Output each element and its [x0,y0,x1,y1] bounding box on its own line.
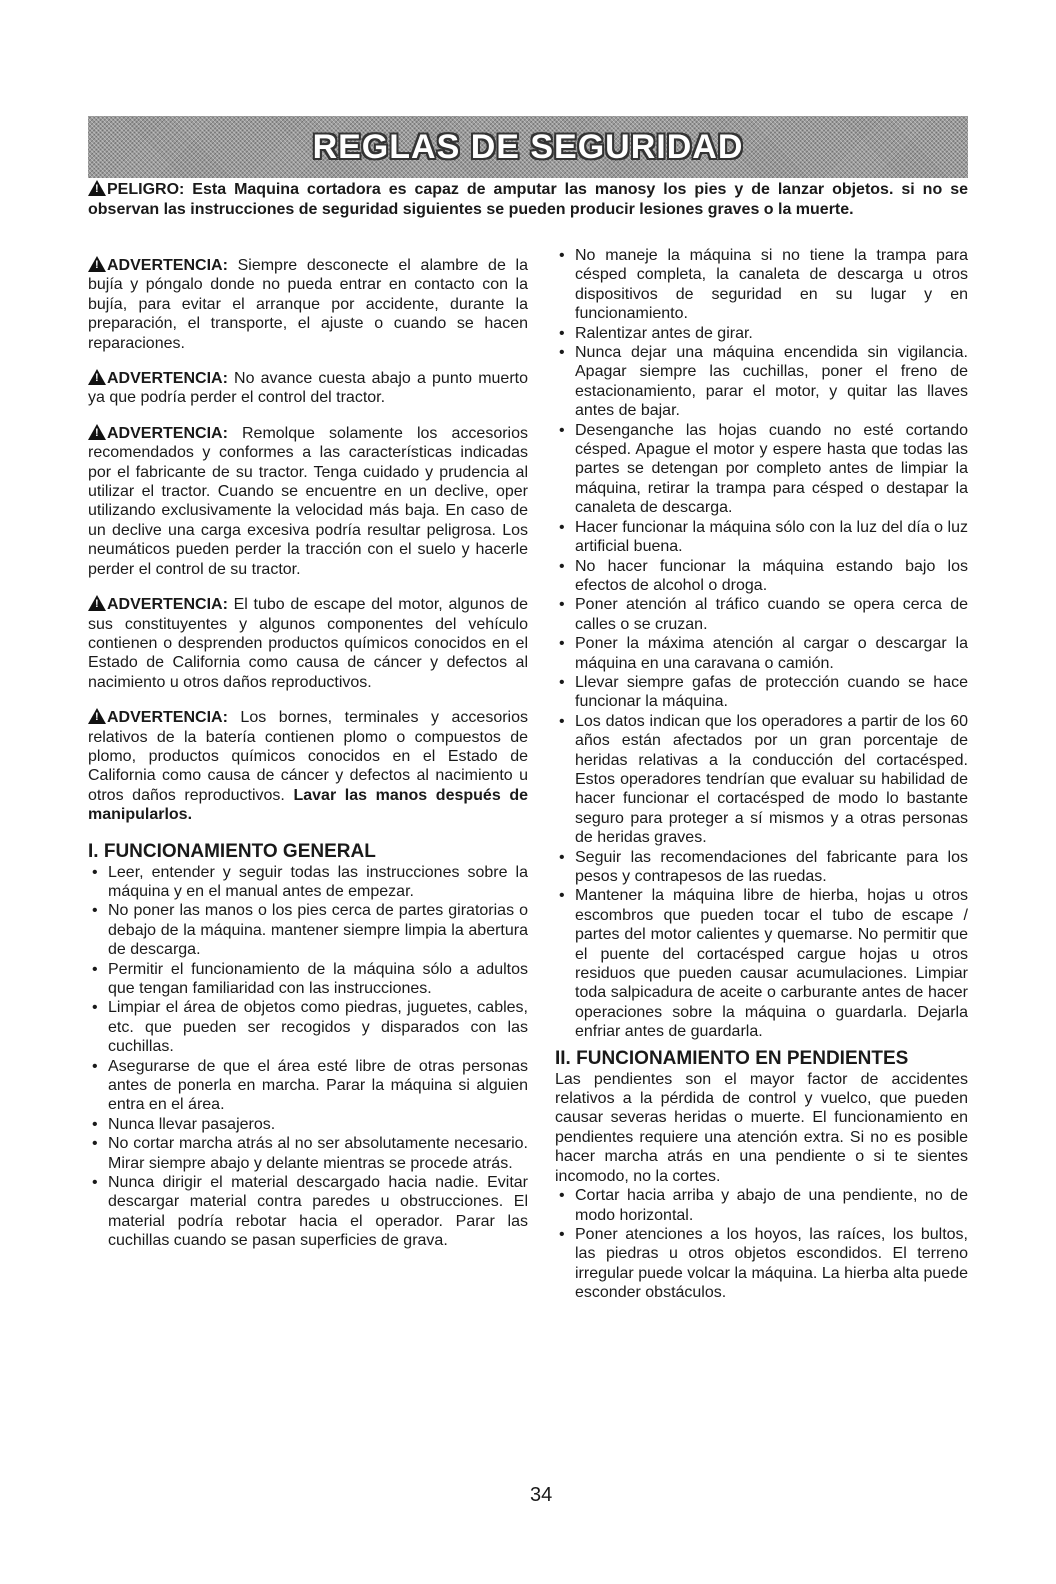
warning-paragraph [88,424,528,579]
warning-label: ADVERTENCIA: [107,257,228,274]
list-item: • Hacer funcionar la máquina sólo con la luz del día o luz artificial buena. [555,518,968,557]
warning-triangle-icon [88,708,106,724]
list-item: • Asegurarse de que el área esté libre de otras personas antes de ponerla en marcha. Parar la máquina si alguien entra en el área. [88,1057,528,1115]
page-number: 34 [530,1484,553,1506]
danger-label: PELIGRO: [107,181,185,198]
list-item: • Seguir las recomendaciones del fabricante para los pesos y contrapesos de las ruedas. [555,848,968,887]
warning-paragraph [88,708,528,824]
list-item: • Permitir el funcionamiento de la máquina sólo a adultos que tengan familiaridad con las instrucciones. [88,960,528,999]
list-item: • Leer, entender y seguir todas las instrucciones sobre la máquina y en el manual antes de empezar. [88,863,528,902]
warning-text: No avance cuesta abajo a punto muerto ya que podría perder el control del tractor. [88,370,528,407]
warning-text: Siempre desconecte el alambre de la bujía y póngalo donde no pueda entrar en contacto con la bujía, para evitar el arranque por accidente, durante la preparación, el transporte, el ajuste o cuando se hacen reparaciones. [88,257,528,352]
warning-text: El tubo de escape del motor, algunos de sus constituyentes y algunos componentes del vehículo contienen o desprenden productos químicos conocidos en el Estado de California como causa de cáncer y defectos al nacimiento u otros daños reproductivos. [88,596,528,691]
list-item: • Limpiar el área de objetos como piedras, juguetes, cables, etc. que pueden ser recogidos y disparados con las cuchillas. [88,998,528,1056]
list-item: • No poner las manos o los pies cerca de partes giratorias o debajo de la máquina. mantener siempre limpia la abertura de descarga. [88,901,528,959]
list-item: • Desenganche las hojas cuando no esté cortando césped. Apague el motor y espere hasta que todas las partes se detengan por completo antes de limpiar la máquina, retirar la trampa para césped o destapar la canaleta de descarga. [555,421,968,518]
warning-label: ADVERTENCIA: [107,596,228,614]
bullet-list [88,863,528,1251]
danger-text: Esta Maquina cortadora es capaz de amputar las manosy los pies y de lanzar objetos. si no se observan las instrucciones de seguridad siguientes se pueden producir lesiones graves o la muerte. [88,181,968,218]
warning-triangle-icon [88,256,106,272]
warning-bold-text: Lavar las manos después de manipularlos. [88,786,529,824]
section-heading: II. FUNCIONAMIENTO EN PENDIENTES [555,1047,909,1069]
right-column [555,246,968,1303]
page-title: REGLAS DE SEGURIDAD [312,127,744,166]
list-item: • Poner la máxima atención al cargar o descargar la máquina en una caravana o camión. [555,634,968,673]
list-item: • No hacer funcionar la máquina estando bajo los efectos de alcohol o droga. [555,557,968,596]
title-banner [88,116,968,178]
list-item: • Poner atención al tráfico cuando se opera cerca de calles o se cruzan. [555,595,968,634]
warning-label: ADVERTENCIA: [107,370,228,388]
list-item: • Nunca llevar pasajeros. [88,1115,528,1134]
bullet-list [555,1186,968,1302]
warning-text: Los bornes, terminales y accesorios relativos de la batería contienen plomo o compuestos de plomo, productos químicos conocidos en el Estado de California como causa de cáncer y defectos al nacimiento u otros daños reproductivos. [88,709,528,804]
danger-notice [88,180,968,220]
section-intro: Las pendientes son el mayor factor de accidentes relativos a la pérdida de control y vuelco, que pueden causar severas heridas o muerte. El funcionamiento en pendientes requiere una atención extra. Si no es posible hacer marcha atrás en una pendiente o si te sientes incomodo, no la cortes. [555,1070,968,1185]
warning-label: ADVERTENCIA: [107,424,228,442]
warning-paragraph [88,256,528,353]
warning-triangle-icon [88,595,106,611]
warning-paragraph [88,595,528,692]
list-item: • No cortar marcha atrás al no ser absolutamente necesario. Mirar siempre abajo y delante mientras se procede atrás. [88,1134,528,1173]
warning-text: Remolque solamente los accesorios recomendados y conformes a las características indicadas por el fabricante de su tractor. Tenga cuidado y prudencia al utilizar el tractor. Cuando se encuentre en un declive, oper utilizando exclusivamente la velocidad más baja. En caso de un declive una carga excesiva podría resultar peligrosa. Los neumáticos pueden perder la tracción con el suelo y hacerle perder el control de su tractor. [88,424,528,578]
list-item: • Llevar siempre gafas de protección cuando se hace funcionar la máquina. [555,673,968,712]
warning-paragraph [88,369,528,408]
left-column [88,256,528,1251]
list-item: • Ralentizar antes de girar. [555,324,968,343]
warning-triangle-icon [88,369,106,385]
list-item: • Los datos indican que los operadores a partir de los 60 años están afectados por un gran porcentaje de heridas relativas a la conducción del cortacésped. Estos operadores tendrían que evaluar su habilidad de hacer funcionar el cortacésped de modo lo bastante seguro para proteger a sí mismos y a otras personas de heridas graves. [555,712,968,848]
warning-triangle-icon [88,424,106,440]
warning-label: ADVERTENCIA: [107,709,228,727]
list-item: • Nunca dirigir el material descargado hacia nadie. Evitar descargar material contra paredes u obstrucciones. El material podría rebotar hacia el operador. Parar las cuchillas cuando se pasan superficies de grava. [88,1173,528,1251]
list-item: • Poner atenciones a los hoyos, las raíces, los bultos, las piedras u otros objetos escondidos. El terreno irregular puede volcar la máquina. La hierba alta puede esconder obstáculos. [555,1225,968,1303]
list-item: • Cortar hacia arriba y abajo de una pendiente, no de modo horizontal. [555,1186,968,1225]
list-item: • Mantener la máquina libre de hierba, hojas u otros escombros que pueden tocar el tubo de escape / partes del motor calientes y quemarse. No permitir que el puente del cortacésped cargue hojas u otros residuos que pueden causar acumulaciones. Limpiar toda salpicadura de aceite o carburante antes de hacer operaciones sobre la máquina o guardarla. Dejarla enfriar antes de guardarla. [555,886,968,1041]
section-heading: I. FUNCIONAMIENTO GENERAL [88,840,376,862]
warning-triangle-icon [88,180,106,196]
list-item: • No maneje la máquina si no tiene la trampa para césped completa, la canaleta de descarga u otros dispositivos de seguridad en su lugar y en funcionamiento. [555,246,968,324]
bullet-list [555,246,968,1042]
list-item: • Nunca dejar una máquina encendida sin vigilancia. Apagar siempre las cuchillas, poner el freno de estacionamiento, parar el motor, y quitar las llaves antes de bajar. [555,343,968,421]
